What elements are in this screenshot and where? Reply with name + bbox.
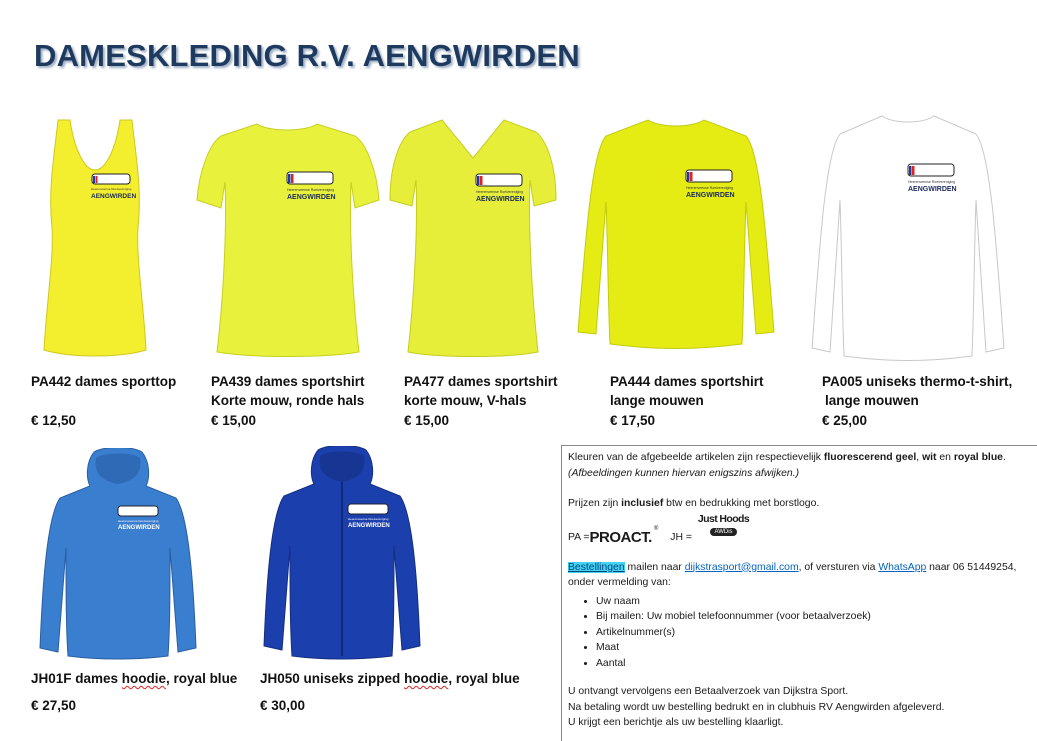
payment-note: U ontvangt vervolgens een Betaalverzoek van Dijkstra Sport. <box>568 686 849 697</box>
logo-main-text: AENGWIRDEN <box>91 193 137 200</box>
club-logo-icon <box>476 174 522 186</box>
product-name: PA005 uniseks thermo-t-shirt, <box>822 374 1013 389</box>
logo-small-text: Heerenveense Roeivereniging <box>348 517 389 521</box>
logo-main-text: AENGWIRDEN <box>476 196 525 203</box>
list-item: • Aantal <box>596 656 1037 672</box>
logo-main-text: AENGWIRDEN <box>348 523 390 529</box>
product-pa442-image <box>40 118 150 358</box>
product-price: € 17,50 <box>610 413 656 428</box>
email-link[interactable]: dijkstrasport@gmail.com <box>684 561 799 573</box>
colors-note: Kleuren van de afgebeelde artikelen zijn respectievelijk fluorescerend geel, wit en royal blue. <box>568 452 1006 463</box>
product-pa005-image <box>808 108 1008 362</box>
order-instructions-line2: onder vermelding van: <box>568 577 671 588</box>
product-pa444-image <box>576 112 776 352</box>
product-price: € 12,50 <box>31 413 77 428</box>
product-description: korte mouw, V-hals <box>404 393 527 408</box>
logo-small-text: Heerenveense Roeivereniging <box>91 187 132 191</box>
price-note: Prijzen zijn inclusief btw en bedrukking met borstlogo. <box>568 498 820 509</box>
product-name: PA477 dames sportshirt <box>404 374 558 389</box>
product-description: lange mouwen <box>825 393 919 408</box>
club-logo-icon <box>686 170 732 182</box>
logo-main-text: AENGWIRDEN <box>287 194 336 201</box>
list-item: • Maat <box>596 640 1037 656</box>
logo-small-text: Heerenveense Roeivereniging <box>908 180 956 184</box>
product-price: € 15,00 <box>211 413 257 428</box>
product-price: € 30,00 <box>260 698 306 713</box>
product-price: € 27,50 <box>31 698 77 713</box>
logo-small-text: Heerenveense Roeivereniging <box>476 190 524 194</box>
product-price: € 15,00 <box>404 413 450 428</box>
proact-logo-icon: PROACT. <box>589 529 652 546</box>
product-pa439-image <box>195 122 381 358</box>
club-logo-icon <box>908 164 954 176</box>
product-name: PA442 dames sporttop <box>31 374 177 389</box>
product-description: lange mouwen <box>610 393 704 408</box>
club-logo-icon <box>348 504 388 514</box>
list-item: • Artikelnummer(s) <box>596 625 1037 641</box>
product-name: PA444 dames sportshirt <box>610 374 764 389</box>
order-info-box <box>561 445 1037 741</box>
order-instructions: Bestellingen mailen naar dijkstrasport@gmail.com, of versturen via WhatsApp naar 06 51449254, <box>568 561 1017 573</box>
brand-legend: PA = PROACT. ® JH = Just Hoods AWDis <box>568 513 750 546</box>
page-title: DAMESKLEDING R.V. AENGWIRDEN <box>34 38 580 73</box>
list-item: • Bij mailen: Uw mobiel telefoonnummer (voor betaalverzoek) <box>596 609 1037 625</box>
logo-small-text: Heerenveense Roeivereniging <box>686 186 734 190</box>
club-logo-icon <box>287 172 333 184</box>
product-pa477-image <box>388 118 558 358</box>
product-description: Korte mouw, ronde hals <box>211 393 365 408</box>
list-item: • Uw naam <box>596 594 1037 610</box>
justhoods-logo-icon: Just Hoods AWDis <box>697 513 750 535</box>
images-disclaimer: (Afbeeldingen kunnen hiervan enigszins afwijken.) <box>568 467 800 479</box>
product-name: JH01F dames hoodie, royal blue <box>31 671 238 686</box>
product-price: € 25,00 <box>822 413 868 428</box>
delivery-note: Na betaling wordt uw bestelling bedrukt en in clubhuis RV Aengwirden afgeleverd. <box>568 701 945 713</box>
whatsapp-link[interactable]: WhatsApp <box>878 561 927 573</box>
logo-main-text: AENGWIRDEN <box>908 186 957 193</box>
product-jh050-image <box>262 446 422 660</box>
product-name: PA439 dames sportshirt <box>211 374 365 389</box>
ready-note: U krijgt een berichtje als uw bestelling klaarligt. <box>568 717 784 728</box>
logo-main-text: AENGWIRDEN <box>686 192 735 199</box>
product-jh01f-image <box>38 448 198 660</box>
club-logo-icon <box>92 174 130 184</box>
required-info-list <box>568 594 1037 672</box>
club-logo-icon <box>118 506 158 516</box>
logo-small-text: Heerenveense Roeivereniging <box>287 188 335 192</box>
logo-small-text: Heerenveense Roeivereniging <box>118 519 159 523</box>
product-name: JH050 uniseks zipped hoodie, royal blue <box>260 671 520 686</box>
logo-main-text: AENGWIRDEN <box>118 525 160 531</box>
